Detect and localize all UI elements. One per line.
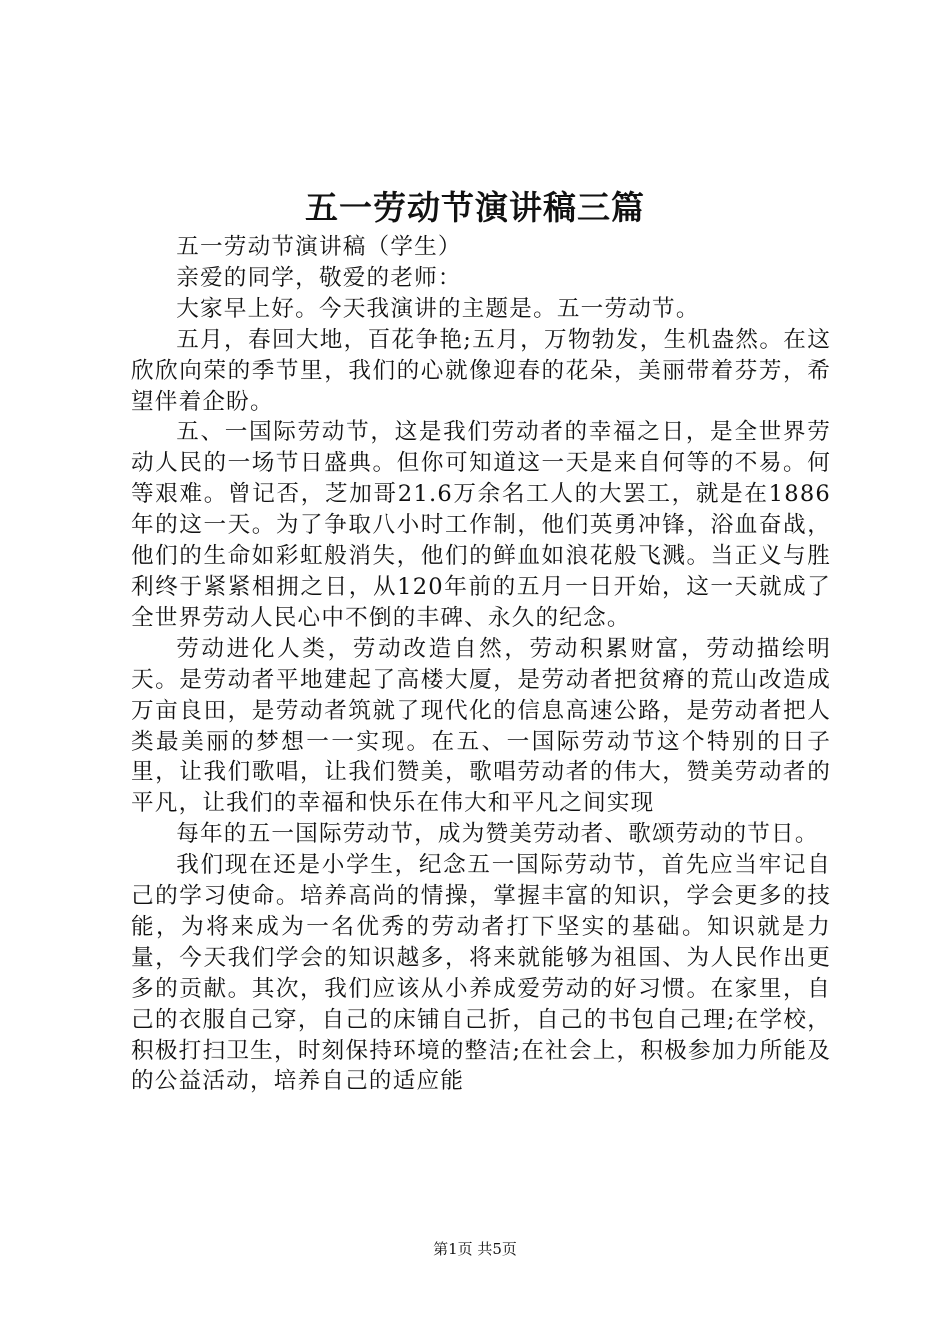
paragraph: 五、一国际劳动节，这是我们劳动者的幸福之日，是全世界劳动人民的一场节日盛典。但你可知道这一天是来自何等的不易。何等艰难。曾记否，芝加哥21.6万余名工人的大罢工，就是在1886年的这一天。为了争取八小时工作制，他们英勇冲锋，浴血奋战，他们的生命如彩虹般消失，他们的鲜血如浪花般飞溅。当正义与胜利终于紧紧相拥之日，从120年前的五月一日开始，这一天就成了全世界劳动人民心中不倒的丰碑、永久的纪念。: [131, 419, 831, 631]
paragraph-subtitle: 五一劳动节演讲稿（学生）: [176, 234, 462, 260]
paragraph: 每年的五一国际劳动节，成为赞美劳动者、歌颂劳动的节日。: [176, 821, 819, 848]
paragraph: 我们现在还是小学生，纪念五一国际劳动节，首先应当牢记自己的学习使命。培养高尚的情操，掌握丰富的知识，学会更多的技能，为将来成为一名优秀的劳动者打下坚实的基础。知识就是力量，今天我们学会的知识越多，将来就能够为祖国、为人民作出更多的贡献。其次，我们应该从小养成爱劳动的好习惯。在家里，自己的衣服自己穿，自己的床铺自己折，自己的书包自己理;在学校，积极打扫卫生，时刻保持环境的整洁;在社会上，积极参加力所能及的公益活动，培养自己的适应能: [131, 852, 831, 1095]
paragraph: 劳动进化人类，劳动改造自然，劳动积累财富，劳动描绘明天。是劳动者平地建起了高楼大厦，是劳动者把贫瘠的荒山改造成万亩良田，是劳动者筑就了现代化的信息高速公路，是劳动者把人类最美丽的梦想一一实现。在五、一国际劳动节这个特别的日子里，让我们歌唱，让我们赞美，歌唱劳动者的伟大，赞美劳动者的平凡，让我们的幸福和快乐在伟大和平凡之间实现: [131, 635, 831, 817]
document-body: [131, 232, 831, 1097]
page-number: 第1页 共5页: [433, 1240, 517, 1258]
paragraph: 五月，春回大地，百花争艳;五月，万物勃发，生机盎然。在这欣欣向荣的季节里，我们的心就像迎春的花朵，美丽带着芬芳，希望伴着企盼。: [131, 326, 831, 415]
document-title: 五一劳动节演讲稿三篇: [305, 188, 645, 227]
paragraph-greeting: 大家早上好。今天我演讲的主题是。五一劳动节。: [176, 295, 700, 322]
paragraph-salutation: 亲爱的同学，敬爱的老师：: [176, 264, 462, 291]
